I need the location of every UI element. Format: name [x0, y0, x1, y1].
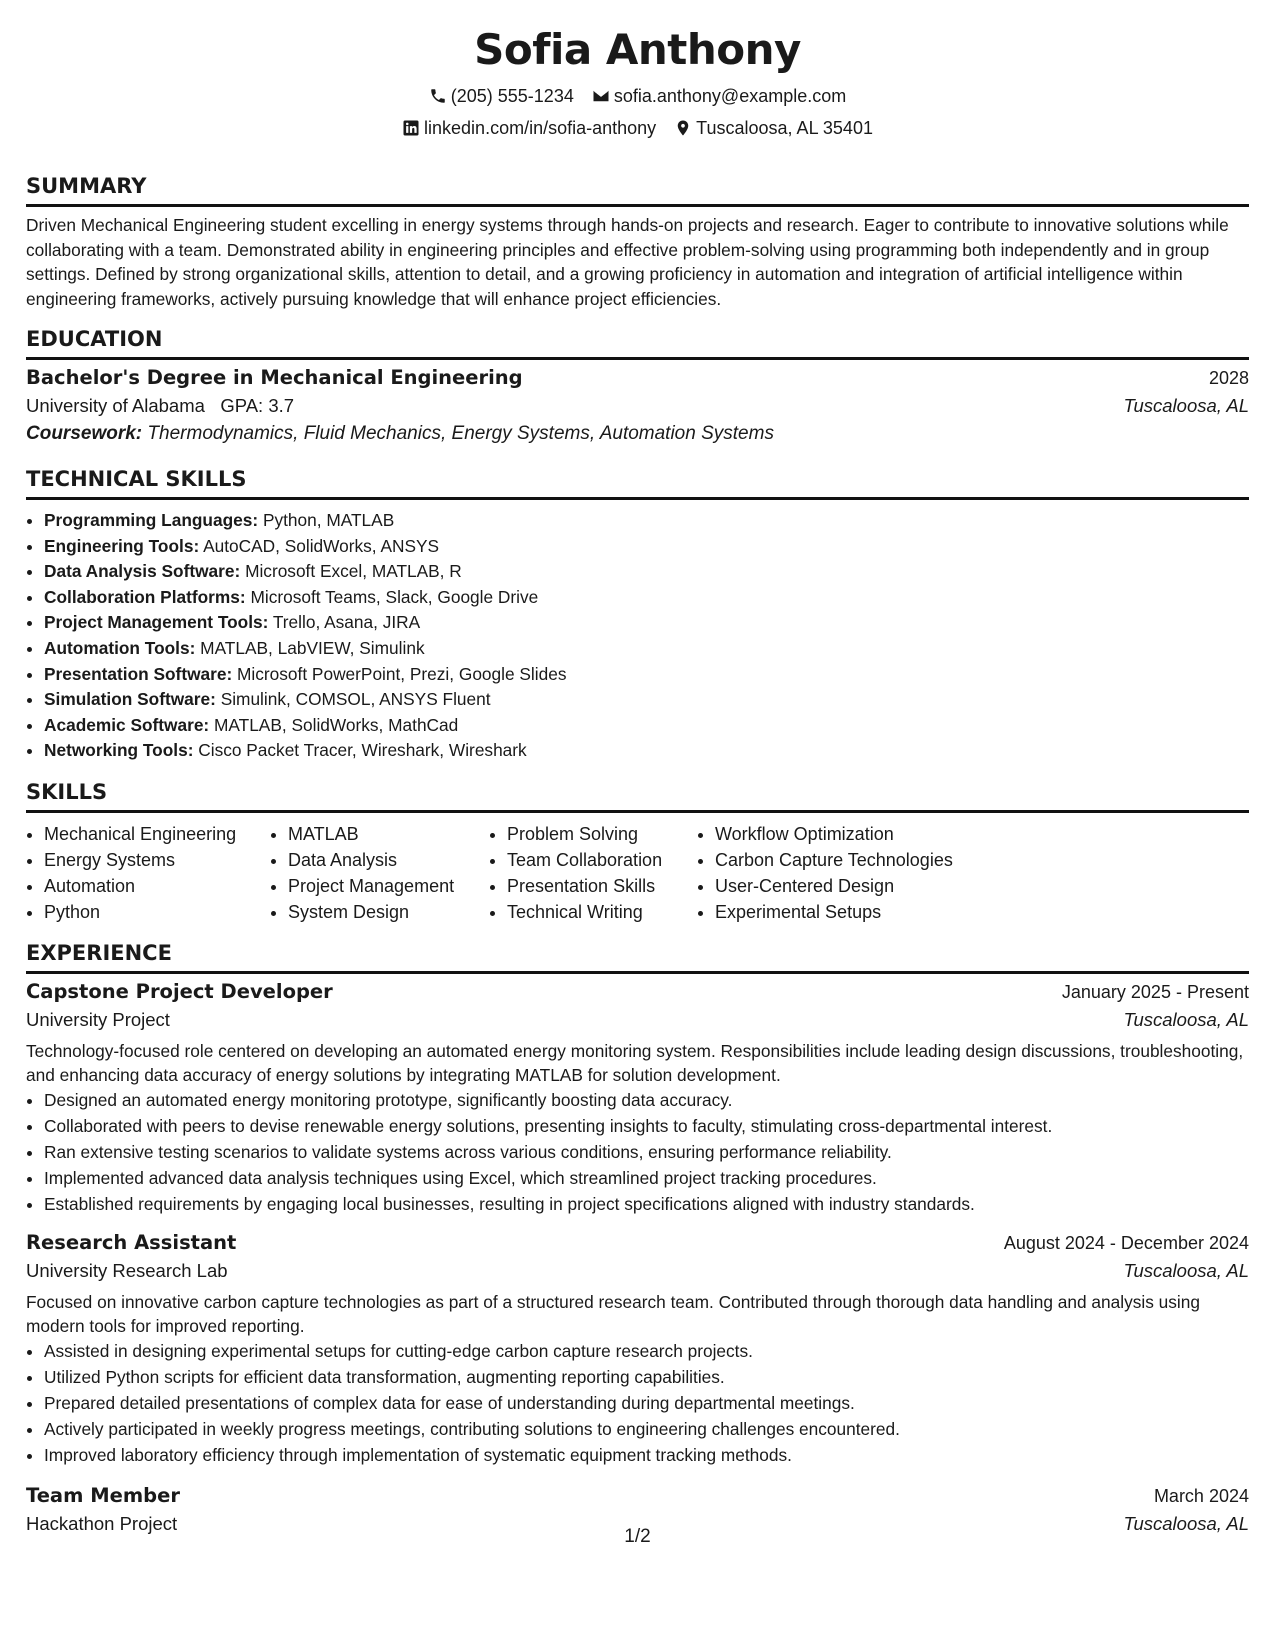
- list-item: • Assisted in designing experimental setups for cutting-edge carbon capture research projects.: [44, 1338, 1249, 1364]
- list-item: • System Design: [288, 899, 489, 925]
- job-bullets: [26, 1338, 1249, 1468]
- list-item: [44, 713, 1249, 739]
- skill-values: MATLAB, LabVIEW, Simulink: [200, 637, 425, 658]
- list-item: • Automation: [44, 873, 270, 899]
- skill-values: Cisco Packet Tracer, Wireshark, Wireshark: [198, 740, 527, 761]
- job-title: Research Assistant: [26, 1230, 237, 1254]
- job-date: March 2024: [1153, 1485, 1249, 1506]
- list-item: • Project Management: [288, 873, 489, 899]
- list-item: • Designed an automated energy monitoring prototype, significantly boosting data accuracy.: [44, 1087, 1249, 1113]
- section-title-summary: SUMMARY: [26, 172, 1249, 207]
- skill-category: Data Analysis Software:: [44, 561, 241, 582]
- job-description: Focused on innovative carbon capture technologies as part of a structured research team. Contributed through thorough data handling and analysis using modern tools for improved reporting.: [26, 1291, 1200, 1336]
- list-item: • MATLAB: [288, 821, 489, 847]
- job-title: Capstone Project Developer: [26, 979, 333, 1003]
- skills-column: [270, 821, 489, 925]
- list-item: • User-Centered Design: [715, 873, 953, 899]
- list-item: • Team Collaboration: [507, 847, 697, 873]
- resume-page: [26, 0, 1249, 1650]
- skill-category: Presentation Software:: [44, 663, 233, 684]
- contact-email: [592, 84, 846, 108]
- job-org: University Project: [26, 1008, 170, 1030]
- contact-linkedin: [402, 116, 656, 140]
- experience-head: [26, 1231, 1249, 1254]
- coursework-line: [26, 423, 1249, 445]
- job-location: Tuscaloosa, AL: [1123, 1259, 1249, 1281]
- list-item: • Actively participated in weekly progress meetings, contributing solutions to engineering challenges encountered.: [44, 1416, 1249, 1442]
- list-item: [44, 610, 1249, 636]
- experience-entry: [26, 980, 1249, 1217]
- contact-phone: [429, 84, 574, 108]
- degree-title: Bachelor's Degree in Mechanical Engineering: [26, 366, 523, 389]
- list-item: • Ran extensive testing scenarios to validate systems across various conditions, ensuring performance reliability.: [44, 1139, 1249, 1165]
- skill-category: Project Management Tools:: [44, 612, 269, 633]
- job-location: Tuscaloosa, AL: [1123, 1008, 1249, 1030]
- list-item: • Mechanical Engineering: [44, 821, 270, 847]
- skill-category: Automation Tools:: [44, 637, 196, 658]
- contact-row-2: [26, 116, 1249, 140]
- list-item: [44, 738, 1249, 764]
- linkedin-text[interactable]: linkedin.com/in/sofia-anthony: [424, 118, 657, 138]
- skill-category: Collaboration Platforms:: [44, 586, 246, 607]
- skills-column: [26, 821, 270, 925]
- skill-values: Python, MATLAB: [262, 510, 395, 530]
- location-text: Tuscaloosa, AL 35401: [696, 118, 873, 138]
- email-text[interactable]: sofia.anthony@example.com: [613, 86, 847, 106]
- list-item: • Technical Writing: [507, 899, 697, 925]
- skill-values: Microsoft Excel, MATLAB, R: [245, 561, 462, 582]
- list-item: • Utilized Python scripts for efficient data transformation, augmenting reporting capabilities.: [44, 1364, 1249, 1390]
- graduation-year: 2028: [1208, 368, 1249, 388]
- skill-category: Engineering Tools:: [44, 535, 200, 556]
- list-item: • Problem Solving: [507, 821, 697, 847]
- section-title-skills: SKILLS: [26, 778, 1249, 813]
- skills-grid: [26, 821, 1249, 925]
- skill-category: Networking Tools:: [44, 740, 194, 761]
- coursework-label: Coursework:: [26, 423, 143, 444]
- job-date: August 2024 - December 2024: [1003, 1232, 1249, 1253]
- summary-section: [26, 172, 1249, 311]
- list-item: [44, 534, 1249, 560]
- coursework-list: Thermodynamics, Fluid Mechanics, Energy Systems, Automation Systems: [147, 423, 774, 444]
- experience-head: [26, 980, 1249, 1003]
- list-item: [44, 636, 1249, 662]
- education-sub: [26, 395, 1249, 417]
- education-head: [26, 366, 1249, 389]
- list-item: [44, 662, 1249, 688]
- skill-values: Simulink, COMSOL, ANSYS Fluent: [220, 689, 491, 710]
- experience-section: [26, 939, 1249, 1535]
- list-item: • Experimental Setups: [715, 899, 953, 925]
- contact-row-1: [26, 84, 1249, 108]
- job-location: Tuscaloosa, AL: [1123, 1512, 1249, 1534]
- linkedin-icon: [402, 119, 420, 137]
- list-item: [44, 508, 1249, 534]
- school-line: [26, 395, 294, 417]
- section-title-technical-skills: TECHNICAL SKILLS: [26, 465, 1249, 500]
- list-item: • Implemented advanced data analysis techniques using Excel, which streamlined project tracking procedures.: [44, 1165, 1249, 1191]
- job-title: Team Member: [26, 1483, 180, 1507]
- list-item: • Energy Systems: [44, 847, 270, 873]
- job-org: Hackathon Project: [26, 1512, 178, 1534]
- experience-sub: [26, 1009, 1249, 1031]
- list-item: • Presentation Skills: [507, 873, 697, 899]
- skill-category: Simulation Software:: [44, 689, 216, 710]
- list-item: • Data Analysis: [288, 847, 489, 873]
- skill-values: MATLAB, SolidWorks, MathCad: [214, 714, 459, 735]
- page-number: 1/2: [624, 1526, 651, 1547]
- experience-entry: [26, 1231, 1249, 1468]
- skills-column: [489, 821, 697, 925]
- list-item: • Improved laboratory efficiency through implementation of systematic equipment tracking methods.: [44, 1442, 1249, 1468]
- experience-sub: [26, 1260, 1249, 1282]
- technical-skills-section: [26, 465, 1249, 764]
- skill-values: Microsoft Teams, Slack, Google Drive: [250, 586, 539, 607]
- summary-text: Driven Mechanical Engineering student excelling in energy systems through hands-on projects and research. Eager to contribute to innovative solutions while collaborating with a team. Demonstrated ability in engineering principles and effective problem-solving using programming both independently and in group settings. Defined by strong organizational skills, attention to detail, and a growing proficiency in automation and integration of artificial intelligence within engineering frameworks, actively pursuing knowledge that will enhance project efficiencies.: [26, 215, 1229, 309]
- list-item: [44, 585, 1249, 611]
- skills-column: [697, 821, 953, 925]
- skill-values: AutoCAD, SolidWorks, ANSYS: [203, 535, 440, 556]
- list-item: • Carbon Capture Technologies: [715, 847, 953, 873]
- job-org: University Research Lab: [26, 1259, 228, 1281]
- phone-text[interactable]: (205) 555-1234: [450, 86, 574, 106]
- gpa: GPA: 3.7: [220, 395, 295, 416]
- map-pin-icon: [674, 119, 692, 137]
- job-description: Technology-focused role centered on developing an automated energy monitoring system. Responsibilities include leading design discussions, troubleshooting, and enhancing data accuracy of energy solutions by integrating MATLAB for solution development.: [26, 1040, 1244, 1085]
- list-item: • Established requirements by engaging local businesses, resulting in project specifications aligned with industry standards.: [44, 1191, 1249, 1217]
- skills-section: [26, 778, 1249, 925]
- technical-skills-list: [26, 508, 1249, 764]
- school-name: University of Alabama: [26, 395, 205, 416]
- list-item: • Workflow Optimization: [715, 821, 953, 847]
- job-date: January 2025 - Present: [1061, 981, 1249, 1002]
- phone-icon: [429, 87, 447, 105]
- experience-head: [26, 1484, 1249, 1507]
- skill-category: Academic Software:: [44, 714, 210, 735]
- section-title-education: EDUCATION: [26, 325, 1249, 360]
- list-item: • Python: [44, 899, 270, 925]
- school-location: Tuscaloosa, AL: [1123, 395, 1249, 416]
- list-item: • Collaborated with peers to devise renewable energy solutions, presenting insights to faculty, stimulating cross-departmental interest.: [44, 1113, 1249, 1139]
- skill-values: Trello, Asana, JIRA: [272, 612, 421, 633]
- section-title-experience: EXPERIENCE: [26, 939, 1249, 974]
- education-section: [26, 325, 1249, 445]
- list-item: [44, 559, 1249, 585]
- list-item: • Prepared detailed presentations of complex data for ease of understanding during departmental meetings.: [44, 1390, 1249, 1416]
- candidate-name: Sofia Anthony: [474, 25, 801, 74]
- skill-category: Programming Languages:: [44, 510, 259, 530]
- job-bullets: [26, 1087, 1249, 1217]
- list-item: [44, 687, 1249, 713]
- contact-location: [674, 116, 873, 140]
- envelope-icon: [592, 87, 610, 105]
- skill-values: Microsoft PowerPoint, Prezi, Google Slides: [237, 663, 567, 684]
